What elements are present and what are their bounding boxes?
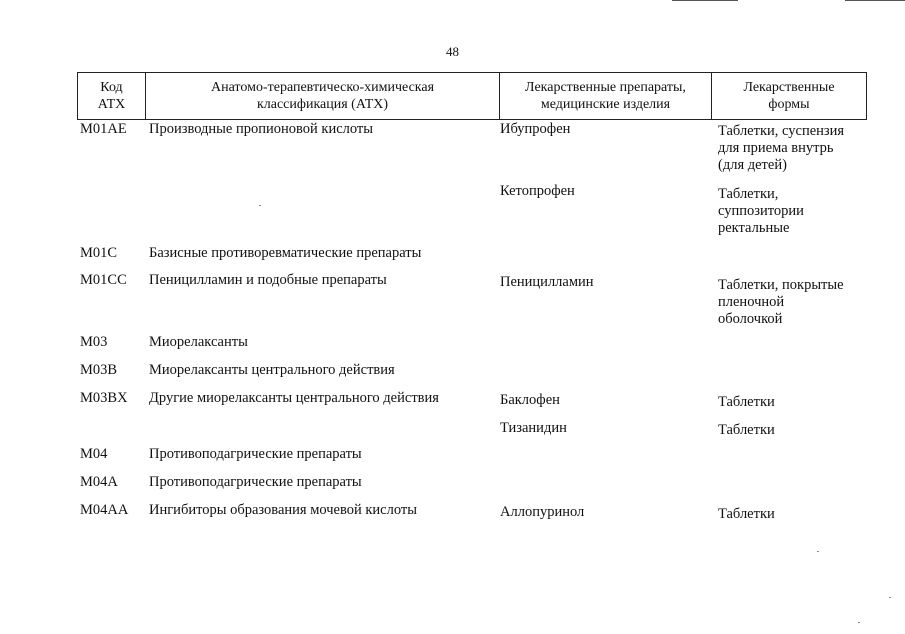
scan-speck [817, 551, 819, 552]
row-drug: Тизанидин [500, 420, 567, 436]
row-classification: Противоподагрические препараты [149, 446, 362, 462]
row-form: Таблетки, суппозитории ректальные [718, 186, 804, 236]
row-form: Таблетки [718, 422, 775, 438]
row-code: M01CC [80, 272, 127, 288]
header-code: Код АТХ [97, 80, 126, 112]
row-classification: Противоподагрические препараты [149, 474, 362, 490]
scan-speck [259, 205, 261, 206]
row-classification: Производные пропионовой кислоты [149, 121, 374, 137]
row-form: Таблетки, суспензия для приема внутрь (для детей) [718, 123, 845, 173]
row-drug: Пеницилламин [500, 274, 594, 290]
row-classification: Другие миорелаксанты центрального действия [149, 390, 439, 406]
row-code: M04A [80, 474, 118, 490]
row-code: M04 [80, 446, 108, 462]
row-code: M03 [80, 334, 108, 350]
header-forms: Лекарственные формы [711, 73, 866, 119]
header-drugs: Лекарственные препараты, медицинские изделия [499, 73, 711, 119]
row-classification: Миорелаксанты центрального действия [149, 362, 395, 378]
row-classification: Миорелаксанты [149, 334, 248, 350]
row-drug: Баклофен [500, 392, 560, 408]
row-code: M03BX [80, 390, 128, 406]
row-form: Таблетки, покрытые пленочной оболочкой [718, 277, 844, 327]
row-classification: Базисные противоревматические препараты [149, 245, 422, 261]
scan-speck [858, 622, 860, 623]
row-drug: Аллопуринол [500, 504, 585, 520]
row-form: Таблетки [718, 394, 775, 410]
row-code: M04AA [80, 502, 129, 518]
row-form: Таблетки [718, 506, 775, 522]
row-drug: Ибупрофен [500, 121, 571, 137]
row-classification: Пеницилламин и подобные препараты [149, 272, 387, 288]
row-code: M03B [80, 362, 118, 378]
row-classification: Ингибиторы образования мочевой кислоты [149, 502, 417, 518]
scan-speck [889, 597, 891, 598]
header-classification: Анатомо-терапевтическо-химическая классификация (АТХ) [145, 73, 499, 119]
row-code: M01C [80, 245, 118, 261]
row-drug: Кетопрофен [500, 183, 575, 199]
row-code: M01AE [80, 121, 127, 137]
page-number: 48 [446, 44, 459, 59]
